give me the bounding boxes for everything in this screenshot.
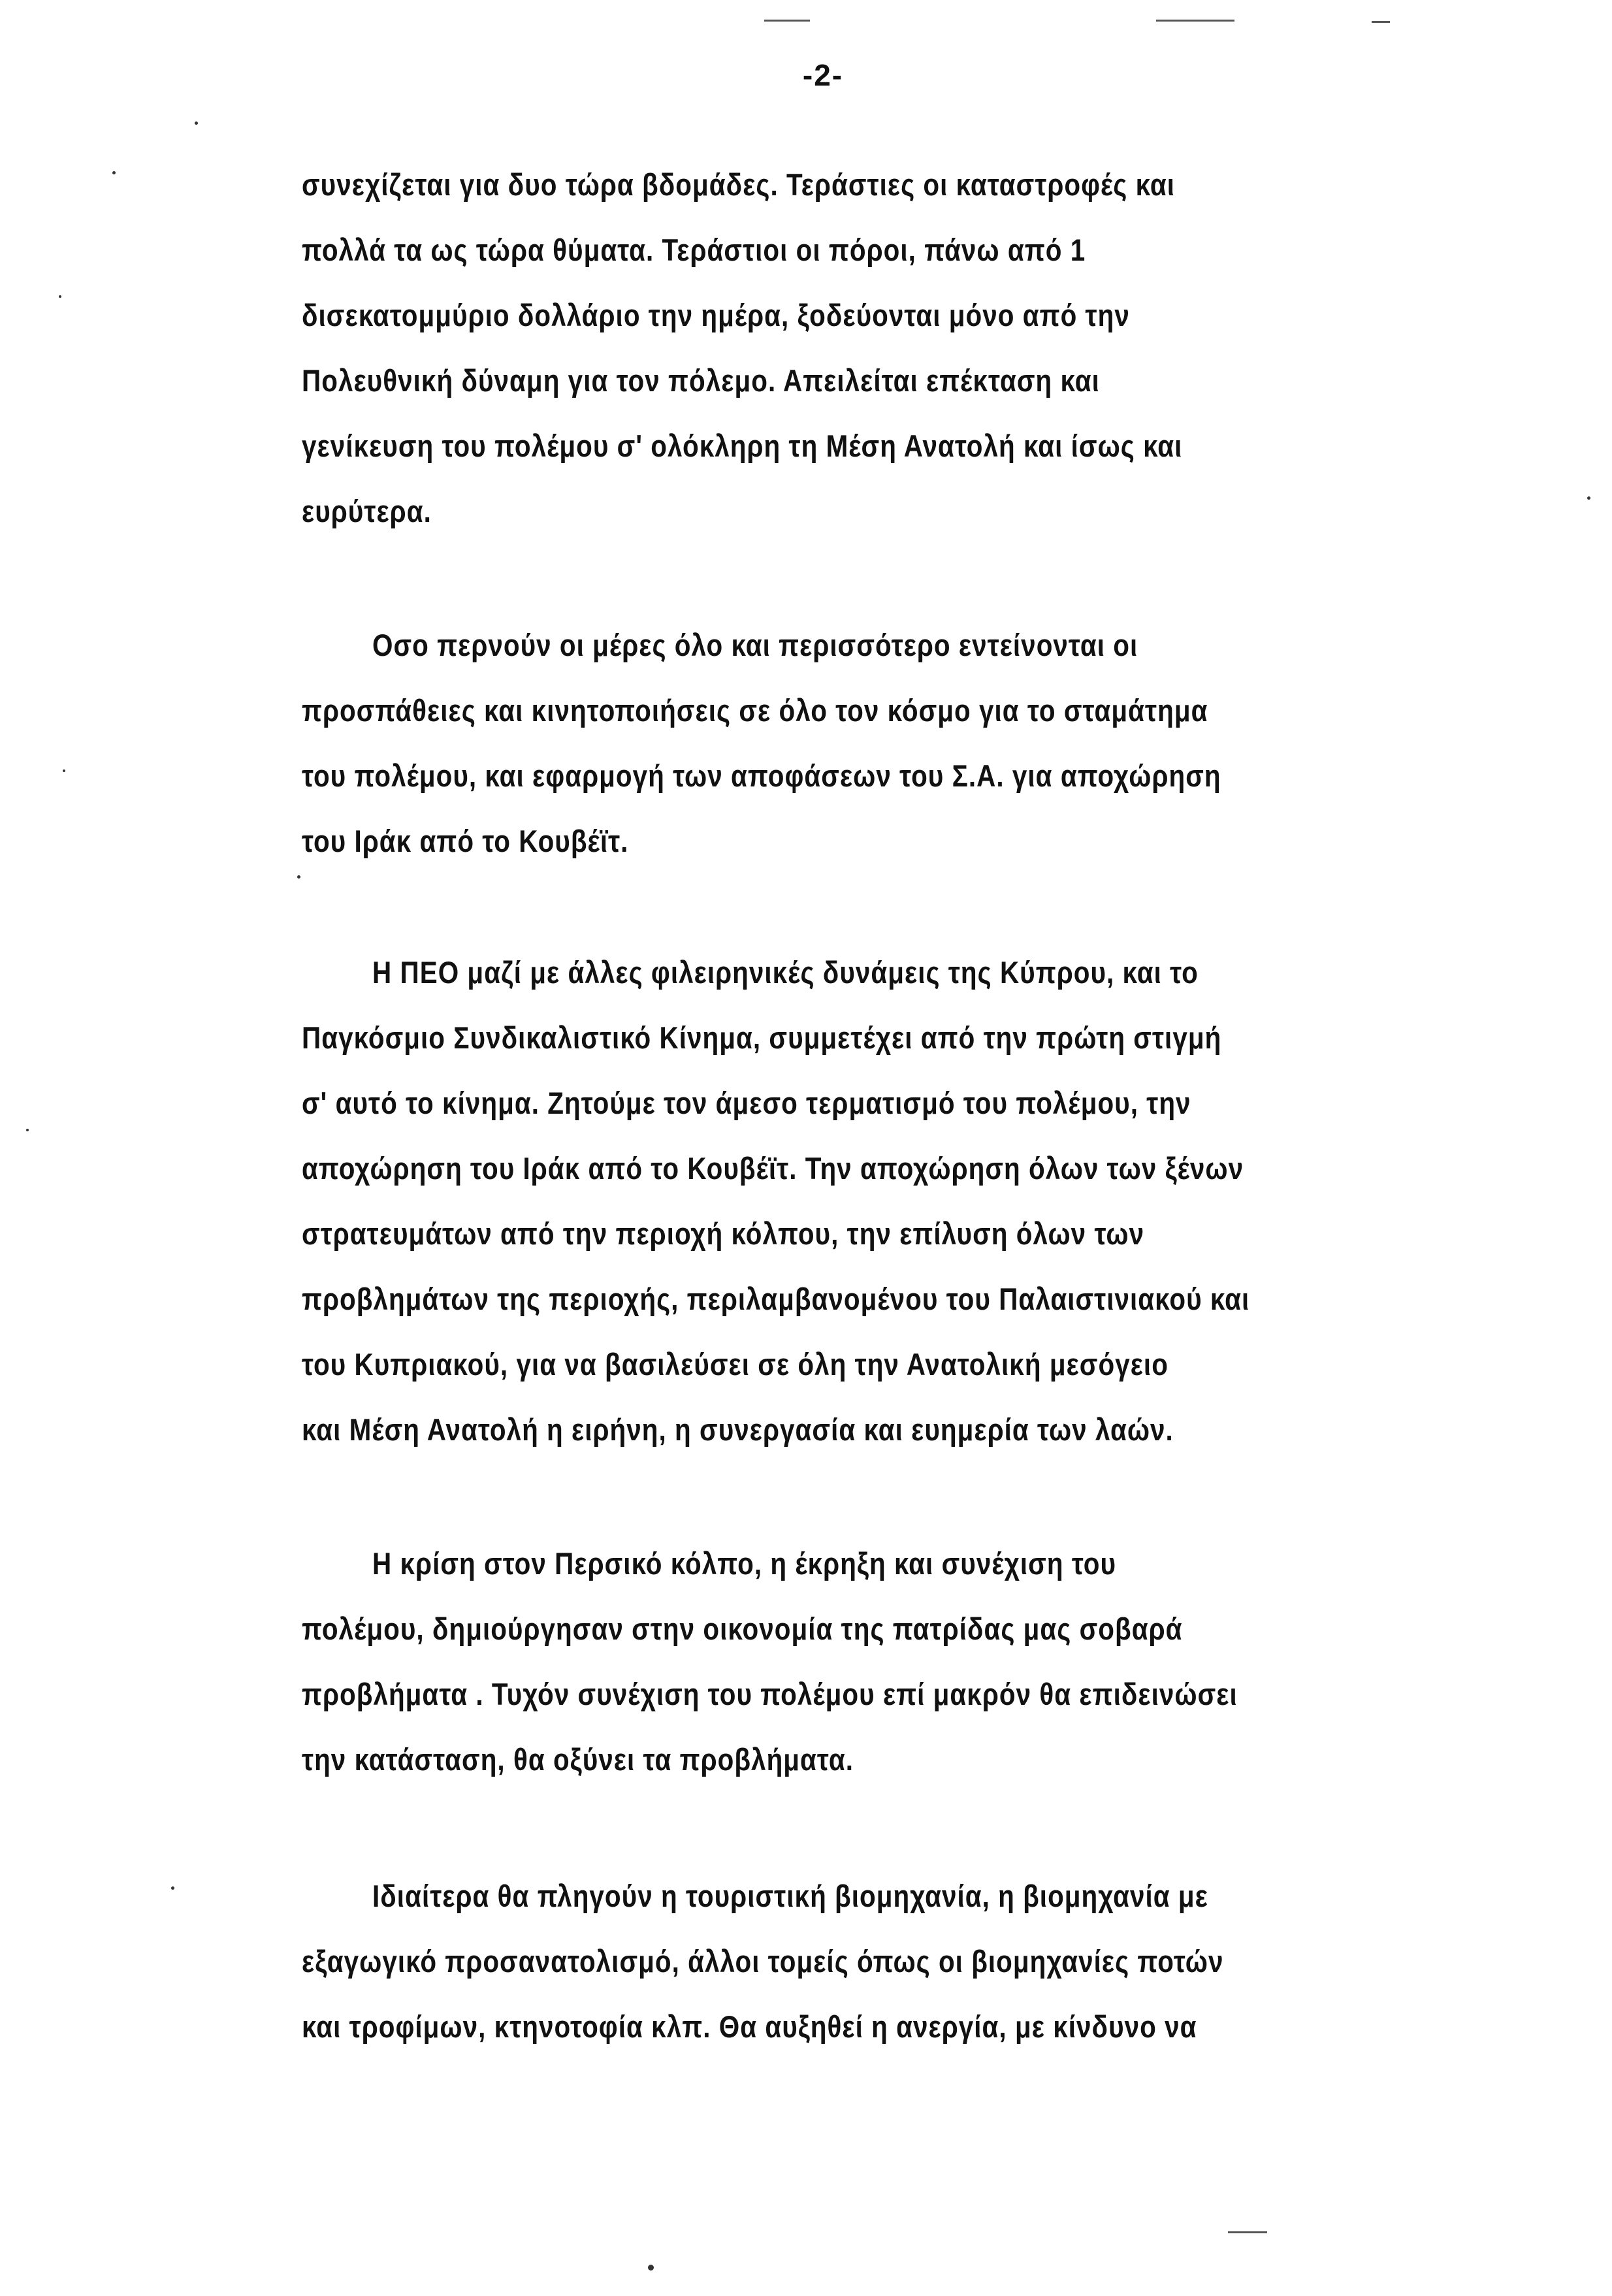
- text-line: Παγκόσμιο Συνδικαλιστικό Κίνημα, συμμετέχει από την πρώτη στιγμή: [302, 1020, 1222, 1055]
- scan-speck: [112, 171, 116, 174]
- page-number: -2-: [802, 58, 844, 92]
- text-line: προβλημάτων της περιοχής, περιλαμβανομένου του Παλαιστινιακού και: [302, 1282, 1250, 1316]
- text-line: προσπάθειες και κινητοποιήσεις σε όλο τον κόσμο για το σταμάτημα: [302, 693, 1208, 728]
- text-line: πολλά τα ως τώρα θύματα. Τεράστιοι οι πόροι, πάνω από 1: [302, 233, 1086, 267]
- text-line: του Κυπριακού, για να βασιλεύσει σε όλη την Ανατολική μεσόγειο: [302, 1347, 1169, 1382]
- text-line: του πολέμου, και εφαρμογή των αποφάσεων του Σ.Α. για αποχώρηση: [302, 758, 1221, 793]
- text-line: συνεχίζεται για δυο τώρα βδομάδες. Τεράστιες οι καταστροφές και: [302, 167, 1175, 202]
- text-line: γενίκευση του πολέμου σ' ολόκληρη τη Μέση Ανατολή και ίσως και: [302, 428, 1183, 463]
- text-line: Οσο περνούν οι μέρες όλο και περισσότερο εντείνονται οι: [372, 628, 1138, 662]
- text-line: Η κρίση στον Περσικό κόλπο, η έκρηξη και συνέχιση του: [372, 1546, 1117, 1581]
- scan-artifact: [764, 20, 810, 22]
- text-line: σ' αυτό το κίνημα. Ζητούμε τον άμεσο τερματισμό του πολέμου, την: [302, 1086, 1191, 1120]
- text-line: αποχώρηση του Ιράκ από το Κουβέϊτ. Την αποχώρηση όλων των ξένων: [302, 1151, 1244, 1186]
- scan-speck: [171, 1886, 174, 1890]
- scan-artifact: [1228, 2231, 1267, 2233]
- scan-speck: [26, 1129, 29, 1131]
- scan-speck: [63, 769, 65, 772]
- text-line: εξαγωγικό προσανατολισμό, άλλοι τομείς όπως οι βιομηχανίες ποτών: [302, 1944, 1224, 1979]
- text-line: την κατάσταση, θα οξύνει τα προβλήματα.: [302, 1742, 854, 1777]
- text-line: του Ιράκ από το Κουβέϊτ.: [302, 824, 629, 858]
- text-line: και τροφίμων, κτηνοτοφία κλπ. Θα αυξηθεί η ανεργία, με κίνδυνο να: [302, 2009, 1197, 2044]
- scan-speck: [1587, 496, 1590, 500]
- scan-speck: [648, 2265, 654, 2271]
- scan-speck: [195, 121, 198, 125]
- text-line: στρατευμάτων από την περιοχή κόλπου, την επίλυση όλων των: [302, 1216, 1145, 1251]
- scan-artifact: [1372, 21, 1390, 23]
- text-line: πολέμου, δημιούργησαν στην οικονομία της πατρίδας μας σοβαρά: [302, 1611, 1183, 1646]
- text-line: Ιδιαίτερα θα πληγούν η τουριστική βιομηχανία, η βιομηχανία με: [372, 1879, 1208, 1913]
- text-line: Η ΠΕΟ μαζί με άλλες φιλειρηνικές δυνάμεις της Κύπρου, και το: [372, 955, 1199, 990]
- text-line: προβλήματα . Τυχόν συνέχιση του πολέμου επί μακρόν θα επιδεινώσει: [302, 1677, 1238, 1711]
- text-line: και Μέση Ανατολή η ειρήνη, η συνεργασία και ευημερία των λαών.: [302, 1412, 1174, 1447]
- scan-speck: [59, 295, 61, 298]
- text-line: ευρύτερα.: [302, 494, 432, 528]
- scan-speck: [297, 875, 300, 879]
- scan-artifact: [1156, 20, 1234, 22]
- text-line: δισεκατομμύριο δολλάριο την ημέρα, ξοδεύονται μόνο από την: [302, 298, 1130, 332]
- text-line: Πολευθνική δύναμη για τον πόλεμο. Απειλείται επέκταση και: [302, 363, 1100, 398]
